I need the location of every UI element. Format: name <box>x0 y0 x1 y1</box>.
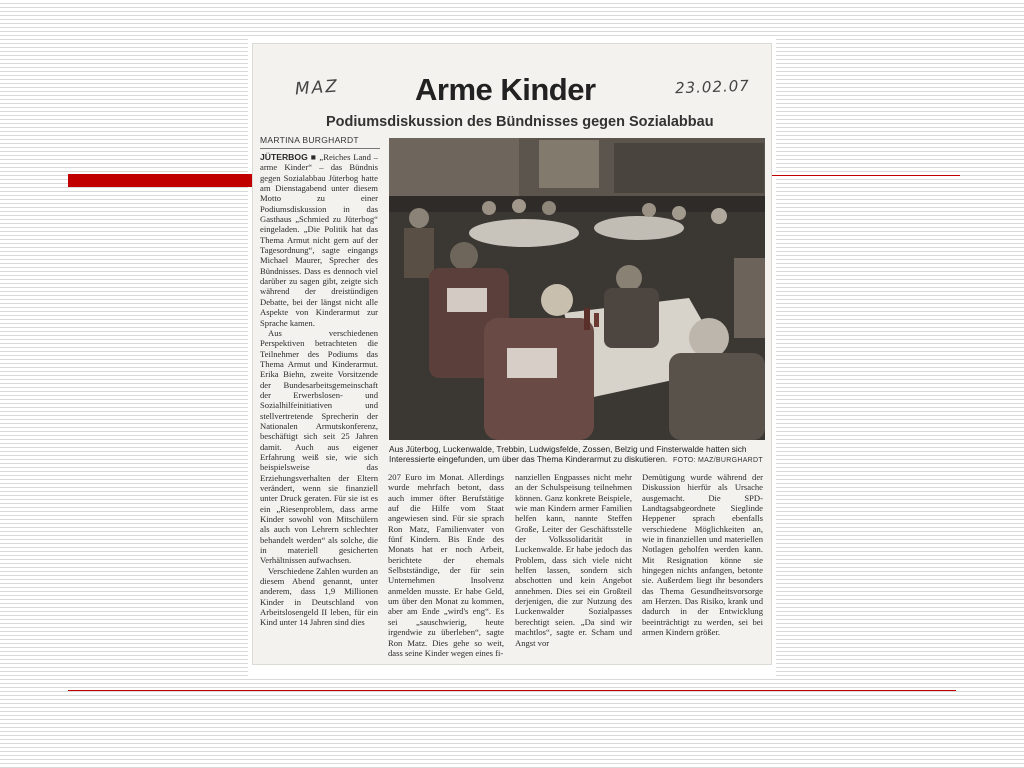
event-photo <box>389 138 765 440</box>
article-column-1 <box>260 152 378 662</box>
article-column-3: nanziellen Engpasses nicht mehr an der Schulspeisung teilnehmen können. Ganz konkrete Beispiele, wie man Kindern armer Familien helfen kann, nannte Steffen Große, Leiter der Geschäftsstelle der Volkssolidarität in Luckenwalde. Er habe jedoch das Problem, dass sich viele nicht helfen lassen, sondern sich abschotten und kein Angebot annehmen. Dies sei ein Großteil derjenigen, die zur Nutzung des Luckenwalder Sozialpasses berechtigt seien. „Da sind wir machtlos“, sagte er. Scham und Angst vor <box>515 472 632 648</box>
handwritten-source: MAZ <box>294 76 340 100</box>
photo-illustration <box>389 138 765 440</box>
dateline: JÜTERBOG ■ <box>260 152 317 162</box>
newspaper-clipping <box>253 44 771 664</box>
article-headline: Arme Kinder <box>415 72 596 107</box>
accent-line-bottom <box>68 690 956 691</box>
column-1-paragraph: Aus verschiedenen Perspektiven betrachteten die Teilnehmer des Podiums das Thema Armut und Kinderarmut. Erika Biehn, zweite Vorsitzende der Bundesarbeitsgemeinschaft der Erwerbslosen- und Sozialhilfeinitiativen und stellvertretende Sprecherin der Nationalen Armutskonferenz, beschäftigt sich seit 25 Jahren damit. Auch aus eigener Erfahrung weiß sie, wie sich beispielsweise das Erziehungsverhalten der Eltern verändert, wenn sie finanziell unter Druck geraten. Für sie ist es ein „Riesenproblem, dass arme Kinder sowohl von Mitschülern als auch von Lehrern schlechter behandelt werden“ als solche, die in materiell gesicherten Verhältnissen aufwachsen. <box>260 327 378 566</box>
article-column-4: Demütigung wurde während der Diskussion hierfür als Ursache ausgemacht. Die SPD-Landtagsabgeordnete Sieglinde Heppener sprach ebenfalls verschiedene Möglichkeiten an, wie in finanziellen und materiellen Notlagen geholfen werden kann. Mit Resignation könne sie hingegen nichts anfangen, betonte sie. Außerdem liegt ihr besonders das Thema Gesundheitsvorsorge am Herzen. Das Risiko, krank und dadurch in der Entwicklung beeinträchtigt zu werden, sei bei armen Kindern größer. <box>642 472 763 638</box>
photo-credit: FOTO: MAZ/BURGHARDT <box>673 457 763 464</box>
column-1-paragraph: „Reiches Land – arme Kinder“ – das Bündnis gegen Sozialabbau Jüterbog hatte am Dienstagabend unter diesem Motto zu einer Podiumsdiskussion in das Gasthaus „Schmied zu Jüterbog“ eingeladen. „Die Politik hat das Thema Armut nicht gern auf der Tagesordnung“, sagte eingangs Michael Maurer, Sprecher des Bündnisses. Dass es dennoch viel darüber zu sagen gibt, zeigte sich während der dreistündigen Debatte, bei der längst nicht alle Aspekte von Kinderarmut zur Sprache kamen. <box>260 152 378 328</box>
accent-bar-left <box>68 174 253 187</box>
article-subheadline: Podiumsdiskussion des Bündnisses gegen Sozialabbau <box>326 114 714 130</box>
article-column-2: 207 Euro im Monat. Allerdings wurde mehrfach betont, dass auch immer öfter Berufstätige auf die Hilfe vom Staat angewiesen sind. Für sie sprach Ron Matz, Familienvater von fünf Kindern. Bis Ende des Monats hat er noch Arbeit, berichtete der ehemals Selbstständige, der für sein Unternehmen Insolvenz anmelden musste. Er habe Geld, um über den Monat zu kommen, aber am Ende „wird's eng“. Es sei „sauschwierig, heute irgendwie zu überleben“, sagte Ron Matz. Dies gehe so weit, dass seine Kinder wegen eines fi- <box>388 472 504 658</box>
byline-divider <box>260 148 380 149</box>
photo-caption: Aus Jüterbog, Luckenwalde, Trebbin, Ludwigsfelde, Zossen, Belzig und Finsterwalde hatten sich Interessierte eingefunden, um über das Thema Kinderarmut zu diskutieren. <box>389 444 747 465</box>
accent-line-right <box>770 175 960 176</box>
column-1-paragraph: Verschiedene Zahlen wurden an diesem Abend genannt, unter anderem, dass 1,9 Millionen Kinder in Deutschland von Arbeitslosengeld II leben, für ein Kind unter 14 Jahren sind dies <box>260 565 378 628</box>
article-author: MARTINA BURGHARDT <box>260 135 359 145</box>
handwritten-date: 23.02.07 <box>674 76 751 98</box>
